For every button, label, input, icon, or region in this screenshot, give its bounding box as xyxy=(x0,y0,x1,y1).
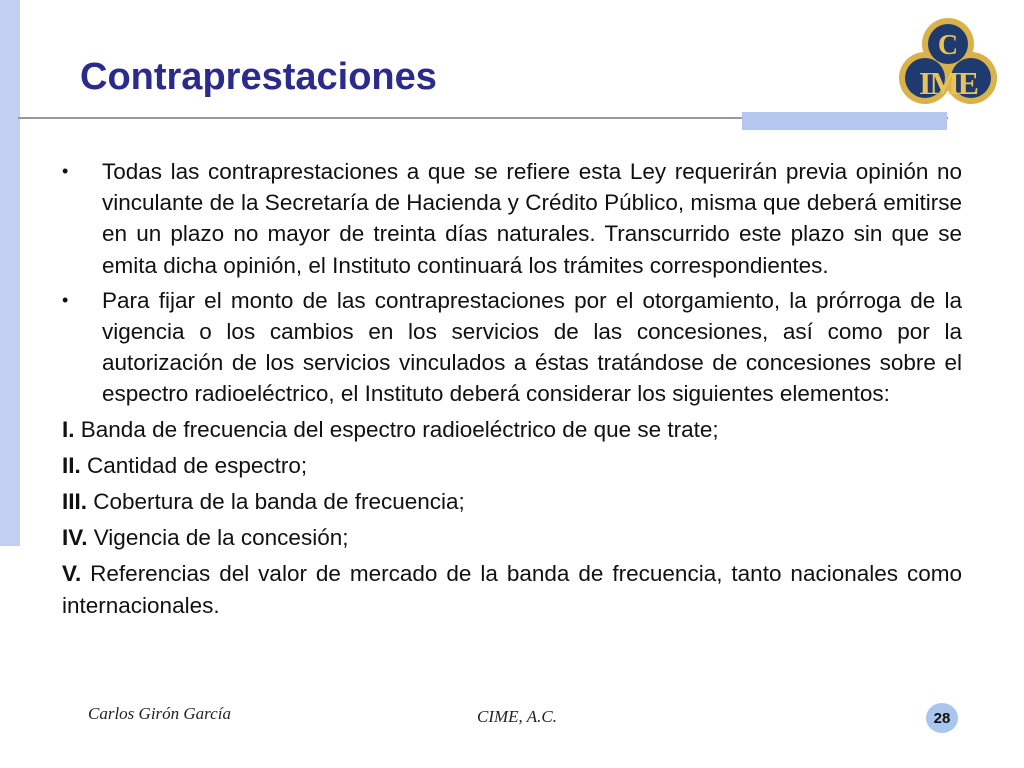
left-accent-bar xyxy=(0,0,20,546)
list-item xyxy=(62,558,962,620)
footer-organization: CIME, A.C. xyxy=(477,707,557,726)
item-text: Cantidad de espectro; xyxy=(80,452,308,478)
bullet-item xyxy=(62,156,962,281)
bullet-dot-icon: • xyxy=(62,161,69,181)
item-numeral: II. xyxy=(62,452,81,478)
slide-title: Contraprestaciones xyxy=(80,56,437,98)
bullet-item xyxy=(62,285,962,410)
list-item xyxy=(62,486,962,517)
item-text: Vigencia de la concesión; xyxy=(87,525,349,551)
bullet-text: Todas las contraprestaciones a que se refiere esta Ley requerirán previa opinión no vinculante de la Secretaría de Hacienda y Crédito Público, misma que deberá emitirse en un plazo no mayor de treinta días naturales. Transcurrido este plazo sin que se emita dicha opinión, el Instituto continuará los trámites correspondientes. xyxy=(102,159,962,278)
list-item xyxy=(62,450,962,481)
bullet-text: Para fijar el monto de las contraprestaciones por el otorgamiento, la prórroga de la vigencia o los cambios en los servicios de las concesiones, así como por la autorización de los servicios vinculados a éstas tratándose de concesiones sobre el espectro radioeléctrico, el Instituto deberá considerar los siguientes elementos: xyxy=(102,287,962,407)
svg-text:C: C xyxy=(937,30,959,61)
item-numeral: I. xyxy=(62,416,75,442)
page-number-badge: 28 xyxy=(926,703,958,733)
svg-text:IME: IME xyxy=(919,65,977,101)
item-text: Banda de frecuencia del espectro radioeléctrico de que se trate; xyxy=(74,416,719,442)
item-numeral: IV. xyxy=(62,525,88,551)
bullet-dot-icon: • xyxy=(62,289,69,310)
list-item xyxy=(62,522,962,553)
cime-logo-icon xyxy=(895,14,1001,114)
item-numeral: V. xyxy=(62,561,82,587)
list-item xyxy=(62,414,962,445)
item-text: Cobertura de la banda de frecuencia; xyxy=(87,489,465,515)
item-text: Referencias del valor de mercado de la banda de frecuencia, tanto nacionales como internacionales. xyxy=(62,561,962,618)
footer-author: Carlos Girón García xyxy=(88,704,231,723)
item-numeral: III. xyxy=(62,489,88,515)
title-divider-accent xyxy=(742,112,947,130)
slide-body xyxy=(62,156,962,626)
